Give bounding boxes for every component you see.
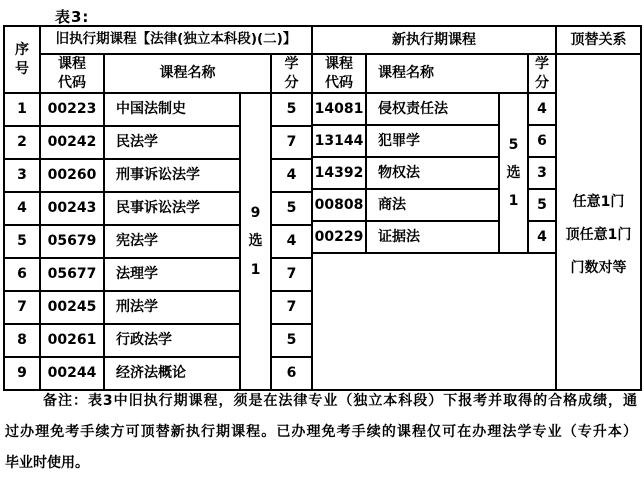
course-code-cell: 00223 [41,94,105,127]
course-name-header: 课程名称 [367,55,529,94]
course-name-cell: 犯罪学 [367,126,500,158]
credit-cell: 4 [272,160,313,193]
table-caption: 表3: [55,8,90,26]
credit-cell: 3 [529,158,557,190]
course-code-cell: 00245 [41,292,105,325]
credit-header: 学 分 [529,55,557,94]
new-choose-rule-cell: 5 选 1 [500,94,529,254]
new-section-empty-cell [313,254,557,391]
credit-cell: 7 [272,292,313,325]
credit-cell: 5 [272,193,313,226]
old-section-title: 旧执行期课程【法律(独立本科段)(二)】 [41,27,313,55]
course-name-cell: 经济法概论 [105,358,241,391]
footnote-line: 过办理免考手续方可顶替新执行期课程。已办理免考手续的课程仅可在办理法学专业（专升本） [5,424,637,440]
footnote-line: 备注：表3中旧执行期课程，须是在法律专业（独立本科段）下报考并取得的合格成绩，通 [43,393,637,409]
old-period-section [41,25,313,391]
seq-header: 序 号 [5,27,41,94]
credit-cell: 7 [272,259,313,292]
course-name-cell: 行政法学 [105,325,241,358]
footnote [5,386,637,479]
credit-cell: 4 [272,226,313,259]
course-name-cell: 证据法 [367,222,500,254]
course-name-cell: 侵权责任法 [367,94,500,126]
seq-cell: 3 [5,160,41,193]
course-name-cell: 商法 [367,190,500,222]
course-name-cell: 中国法制史 [105,94,241,127]
seq-cell: 8 [5,325,41,358]
course-name-header: 课程名称 [105,55,272,94]
old-choose-rule-cell: 9 选 1 [241,94,272,391]
course-code-cell: 13144 [313,126,367,158]
seq-column [3,25,41,391]
course-code-cell: 00242 [41,127,105,160]
course-name-cell: 刑法学 [105,292,241,325]
course-code-cell: 14081 [313,94,367,126]
course-name-cell: 民事诉讼法学 [105,193,241,226]
seq-cell: 9 [5,358,41,391]
seq-cell: 2 [5,127,41,160]
course-code-cell: 05677 [41,259,105,292]
course-code-cell: 05679 [41,226,105,259]
credit-cell: 4 [529,222,557,254]
new-section-title: 新执行期课程 [313,27,557,55]
course-code-cell: 00229 [313,222,367,254]
seq-cell: 1 [5,94,41,127]
relation-header: 顶替关系 [557,27,642,55]
course-replacement-table [3,25,642,391]
seq-cell: 5 [5,226,41,259]
course-code-cell: 00808 [313,190,367,222]
credit-cell: 6 [529,126,557,158]
credit-cell: 6 [272,358,313,391]
credit-header: 学 分 [272,55,313,94]
credit-cell: 4 [529,94,557,126]
new-period-section [313,25,557,391]
course-name-cell: 法理学 [105,259,241,292]
course-code-cell: 14392 [313,158,367,190]
course-code-cell: 00260 [41,160,105,193]
course-code-header: 课程 代码 [41,55,105,94]
course-name-cell: 物权法 [367,158,500,190]
credit-cell: 7 [272,127,313,160]
relation-rule-cell: 任意1门 顶任意1门 门数对等 [557,55,642,391]
seq-cell: 6 [5,259,41,292]
course-name-cell: 宪法学 [105,226,241,259]
relation-column [557,25,642,391]
course-name-cell: 刑事诉讼法学 [105,160,241,193]
course-name-cell: 民法学 [105,127,241,160]
credit-cell: 5 [272,94,313,127]
seq-cell: 7 [5,292,41,325]
course-code-cell: 00243 [41,193,105,226]
course-code-cell: 00244 [41,358,105,391]
footnote-line: 毕业时使用。 [5,455,89,471]
credit-cell: 5 [529,190,557,222]
seq-cell: 4 [5,193,41,226]
credit-cell: 5 [272,325,313,358]
course-code-cell: 00261 [41,325,105,358]
course-code-header: 课程 代码 [313,55,367,94]
